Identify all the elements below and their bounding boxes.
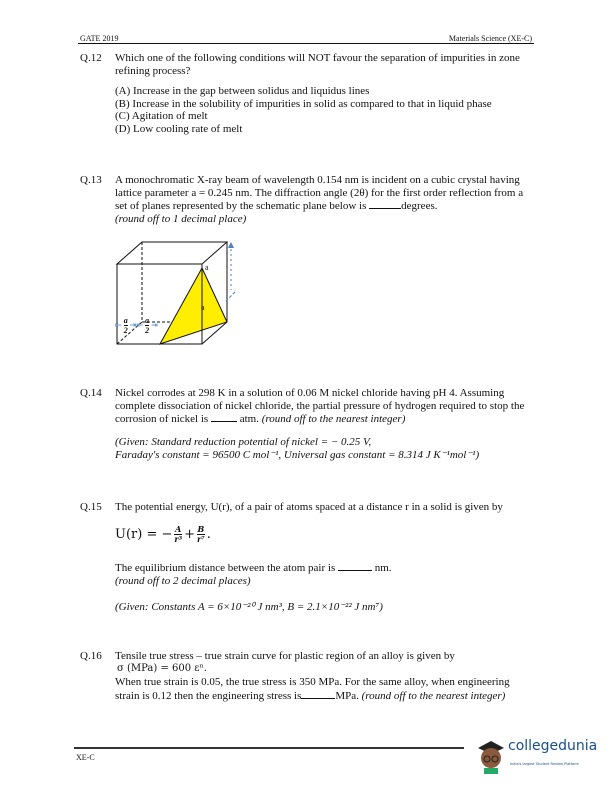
formula-period: . [206, 527, 211, 542]
q15-formula [115, 524, 535, 546]
logo-tagline: India's largest Student Review Platform [510, 762, 579, 766]
q15-text: The potential energy, U(r), of a pair of atoms spaced at a distance r in a solid is given by [115, 501, 503, 513]
q13-text-main: A monochromatic X-ray beam of wavelength 0.154 nm is incident on a cubic crystal having lattice parameter a = 0.245 nm. The diffraction angle (2θ) for the first order reflection from a set of planes represented by the schematic plane below is [115, 174, 524, 213]
footer-rule [74, 747, 464, 749]
half-dimensions: ⇤ $\frac{a}{2}$ ⇥⇤ $\frac{a}{2}$ ⇥ [115, 316, 158, 335]
q13-unit: degrees. [401, 200, 438, 213]
q16-text2-main: When true strain is 0.05, the true stress is 350 MPa. For the same alloy, when engineering strain is 0.12 then the engineering stress is [115, 676, 510, 702]
dimension-arrows [225, 240, 255, 320]
q14-unit: atm. [239, 413, 259, 426]
answer-blank [338, 561, 372, 571]
q14-round: (round off to the nearest integer) [261, 413, 406, 426]
formula-lhs: U(r) = − [115, 527, 173, 542]
q12-option-a: (A) Increase in the gap between solidus and liquidus lines [115, 85, 370, 97]
frac1-den: r³ [174, 534, 183, 544]
q12-number: Q.12 [80, 52, 102, 64]
q14-number: Q.14 [80, 387, 102, 399]
header-left: GATE 2019 [80, 34, 119, 43]
q16-unit: MPa. [335, 689, 359, 702]
q12-option-c: (C) Agitation of melt [115, 110, 208, 123]
q12-option-d: (D) Low cooling rate of melt [115, 122, 243, 135]
label-a-depth: a [201, 303, 205, 312]
yellow-plane [160, 268, 227, 344]
frac1-num: A [175, 524, 182, 534]
q15-eq-text: The equilibrium distance between the atom pair is [115, 562, 336, 574]
q16-number: Q.16 [80, 650, 102, 662]
q14-text-main: Nickel corrodes at 298 K in a solution of 0.06 M nickel chloride having pH 4. Assuming complete dissociation of nickel chloride, the partial pressure of hydrogen required to stop the corrosion of nickel is [115, 387, 525, 426]
q13-number: Q.13 [80, 174, 102, 186]
logo-mascot-icon [476, 738, 506, 774]
answer-blank [211, 412, 237, 422]
q12-option-b: (B) Increase in the solubility of impurities in solid as compared to that in liquid phase [115, 97, 492, 110]
q15-given: (Given: Constants A = 6×10⁻²⁰ J nm³, B = 2.1×10⁻²² J nm⁷) [115, 601, 383, 613]
q14-text [115, 387, 530, 426]
header-right: Materials Science (XE-C) [448, 34, 532, 43]
q14-given-2: Faraday's constant = 96500 C mol⁻¹, Universal gas constant = 8.314 J K⁻¹mol⁻¹) [115, 449, 480, 461]
q15-unit: nm. [374, 562, 392, 574]
label-a-vertical: a [205, 263, 209, 272]
q16-text: Tensile true stress – true strain curve for plastic region of an alloy is given by [115, 650, 455, 662]
q13-round: (round off to 1 decimal place) [115, 212, 247, 225]
half-num-1: a [123, 316, 128, 325]
q14-given-1: (Given: Standard reduction potential of nickel = − 0.25 V, [115, 436, 372, 448]
q15-eq [115, 561, 535, 587]
frac2-den: r⁷ [197, 534, 205, 544]
q15-number: Q.15 [80, 501, 102, 513]
q16-text2 [115, 676, 535, 702]
q16-round: (round off to the nearest integer) [361, 689, 506, 702]
half-den-1: 2 [123, 326, 128, 335]
answer-blank [301, 689, 335, 699]
half-den-2: 2 [145, 326, 150, 335]
answer-blank [369, 199, 401, 209]
cube-top [117, 242, 227, 264]
q16-formula: σ (MPa) = 600 εⁿ. [117, 663, 207, 674]
logo-text: collegedunia [508, 738, 598, 754]
half-num-2: a [145, 316, 150, 325]
footer-left: XE-C [76, 753, 95, 762]
q15-round: (round off to 2 decimal places) [115, 574, 251, 587]
formula-plus: + [184, 527, 195, 542]
q12-options [115, 85, 535, 135]
q13-text [115, 174, 535, 225]
q12-text: Which one of the following conditions will NOT favour the separation of impurities in zone refining process? [115, 52, 520, 77]
header-rule [78, 43, 534, 44]
frac2-num: B [197, 524, 205, 534]
